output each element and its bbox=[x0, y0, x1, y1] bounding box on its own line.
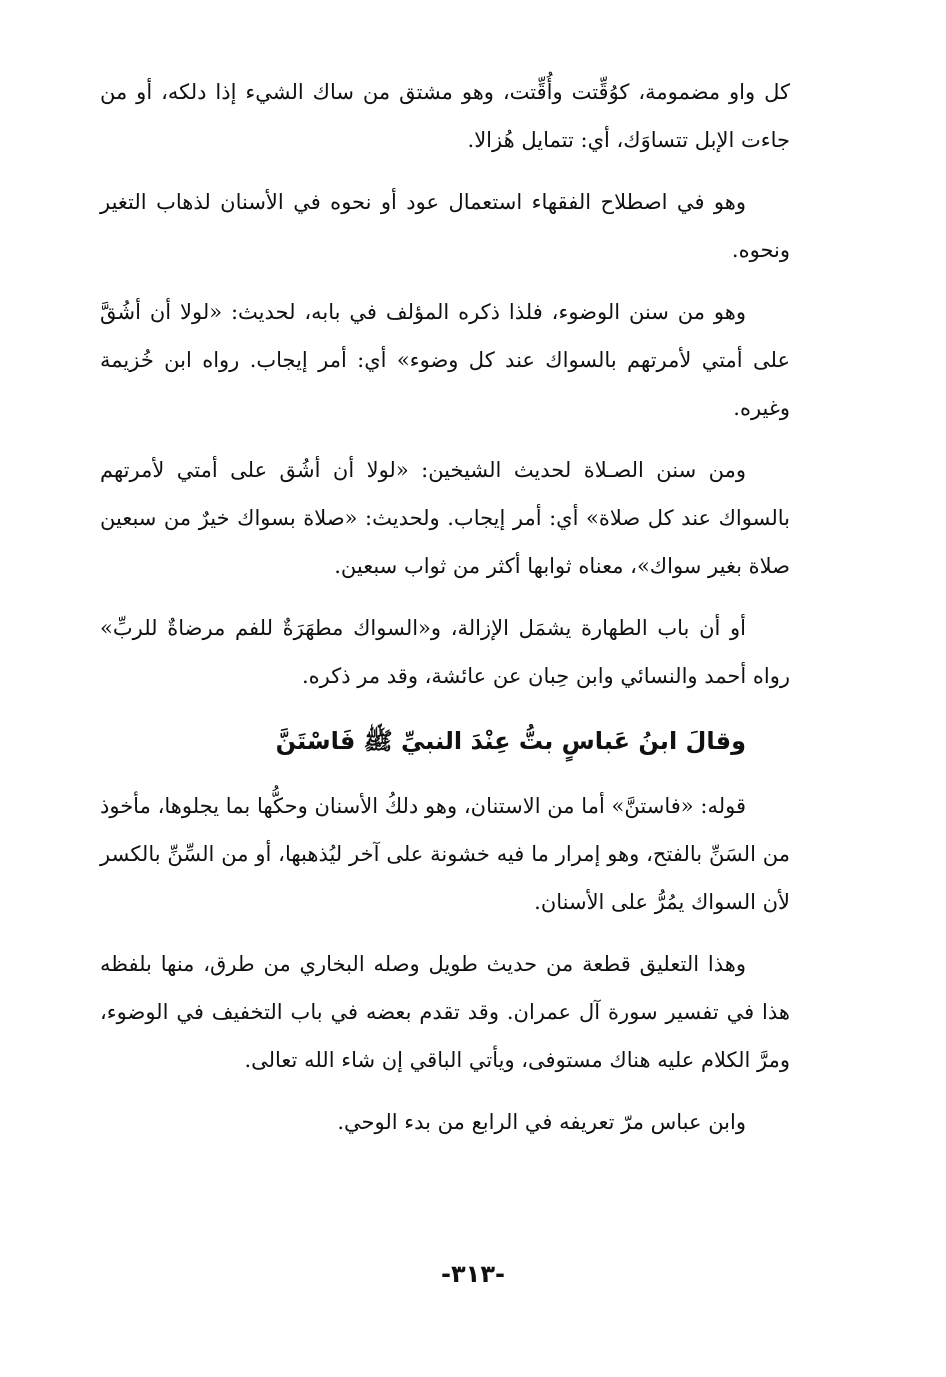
paragraph-taharah-door: أو أن باب الطهارة يشمَل الإزالة، و«السواك مطهَرَةٌ للفم مرضاةٌ للربِّ» رواه أحمد والنسائي وابن حِبان عن عائشة، وقد مر ذكره. bbox=[100, 616, 790, 688]
page-body bbox=[100, 68, 790, 1160]
hadith-heading: وقالَ ابنُ عَباسٍ بتُّ عِنْدَ النبيِّ ﷺ فَاسْتَنَّ bbox=[275, 727, 746, 755]
paragraph-ibn-abbas-note: وابن عباس مرّ تعريفه في الرابع من بدء الوحي. bbox=[337, 1110, 746, 1134]
paragraph-istinan-explanation: قوله: «فاستنَّ» أما من الاستنان، وهو دلكُ الأسنان وحكُّها بما يجلوها، مأخوذ من السَنِّ بالفتح، وهو إمرار ما فيه خشونة على آخر ليُذهبها، أو من السِّنِّ بالكسر لأن السواك يمُرُّ على الأسنان. bbox=[100, 794, 790, 914]
paragraph-wudu-sunnah: وهو من سنن الوضوء، فلذا ذكره المؤلف في بابه، لحديث: «لولا أن أشُقَّ على أمتي لأمرتهم بالسواك عند كل وضوء» أي: أمر إيجاب. رواه ابن خُزيمة وغيره. bbox=[100, 300, 790, 420]
page-number: -٣١٣- bbox=[441, 1260, 505, 1288]
paragraph-salah-sunnah: ومن سنن الصـلاة لحديث الشيخين: «لولا أن أشُق على أمتي لأمرتهم بالسواك عند كل صلاة» أي: أمر إيجاب. ولحديث: «صلاة بسواك خيرٌ من سبعين صلاة بغير سواك»، معناه ثوابها أكثر من ثواب سبعين. bbox=[100, 458, 790, 578]
paragraph-siwak-etymology: كل واو مضمومة، كوُقِّتت وأُقِّتت، وهو مشتق من ساك الشيء إذا دلكه، أو من جاءت الإبل تتساوَك، أي: تتمايل هُزالا. bbox=[100, 80, 790, 152]
paragraph-taliq-source: وهذا التعليق قطعة من حديث طويل وصله البخاري من طرق، منها بلفظه هذا في تفسير سورة آل عمران. وقد تقدم بعضه في باب التخفيف في الوضوء، ومرَّ الكلام عليه هناك مستوفى، ويأتي الباقي إن شاء الله تعالى. bbox=[100, 952, 790, 1072]
paragraph-fiqh-definition: وهو في اصطلاح الفقهاء استعمال عود أو نحوه في الأسنان لذهاب التغير ونحوه. bbox=[100, 190, 790, 262]
